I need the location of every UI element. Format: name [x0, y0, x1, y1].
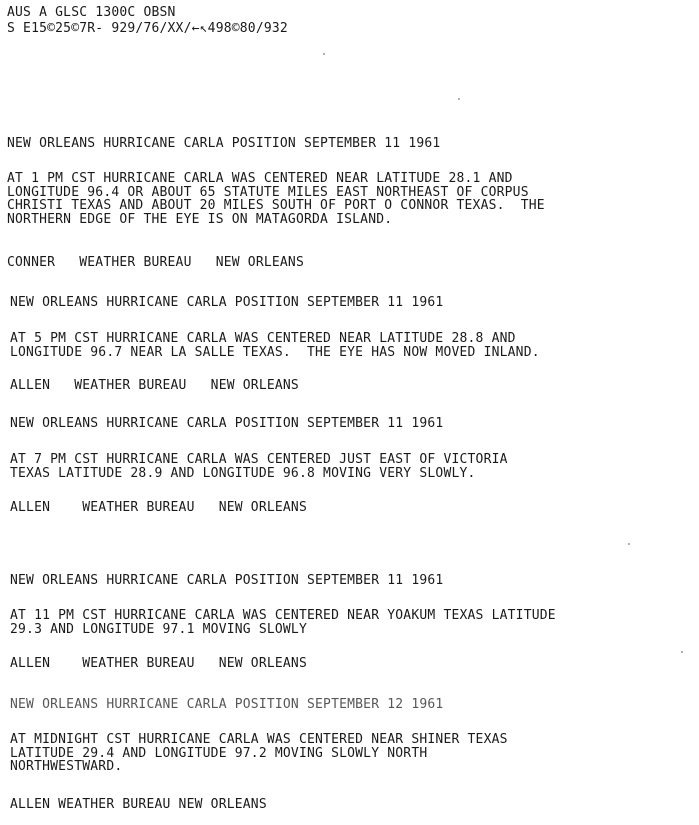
bulletin-1-signature: CONNER WEATHER BUREAU NEW ORLEANS [7, 255, 304, 270]
scan-speck [458, 98, 460, 100]
scan-speck [323, 53, 325, 55]
bulletin-1-heading: NEW ORLEANS HURRICANE CARLA POSITION SEPTEMBER 11 1961 [7, 136, 441, 151]
bulletin-5-body: AT MIDNIGHT CST HURRICANE CARLA WAS CENTERED NEAR SHINER TEXAS LATITUDE 29.4 AND LONGITUDE 97.2 MOVING SLOWLY NORTH NORTHWESTWARD. [10, 732, 508, 774]
scan-speck [628, 543, 630, 545]
bulletin-5-signature: ALLEN WEATHER BUREAU NEW ORLEANS [10, 797, 267, 812]
bulletin-3-signature: ALLEN WEATHER BUREAU NEW ORLEANS [10, 500, 307, 515]
header-line-2: S E15©25©7R- 929/76/XX/←↖498©80/932 [7, 21, 288, 36]
bulletin-4-body: AT 11 PM CST HURRICANE CARLA WAS CENTERED NEAR YOAKUM TEXAS LATITUDE 29.3 AND LONGITUDE 97.1 MOVING SLOWLY [10, 608, 556, 637]
bulletin-1-body: AT 1 PM CST HURRICANE CARLA WAS CENTERED NEAR LATITUDE 28.1 AND LONGITUDE 96.4 OR ABOUT 65 STATUTE MILES EAST NORTHEAST OF CORPUS CHRISTI TEXAS AND ABOUT 20 MILES SOUTH OF PORT O CONNOR TEXAS. THE NORTHERN EDGE OF THE EYE IS ON MATAGORDA ISLAND. [7, 171, 545, 227]
bulletin-3-heading: NEW ORLEANS HURRICANE CARLA POSITION SEPTEMBER 11 1961 [10, 416, 444, 431]
bulletin-2-heading: NEW ORLEANS HURRICANE CARLA POSITION SEPTEMBER 11 1961 [10, 295, 444, 310]
header-line-1: AUS A GLSC 1300C OBSN [7, 5, 176, 20]
bulletin-5-heading: NEW ORLEANS HURRICANE CARLA POSITION SEPTEMBER 12 1961 [10, 697, 444, 712]
bulletin-3-body: AT 7 PM CST HURRICANE CARLA WAS CENTERED JUST EAST OF VICTORIA TEXAS LATITUDE 28.9 AND LONGITUDE 96.8 MOVING VERY SLOWLY. [10, 452, 508, 481]
bulletin-4-heading: NEW ORLEANS HURRICANE CARLA POSITION SEPTEMBER 11 1961 [10, 573, 444, 588]
bulletin-2-body: AT 5 PM CST HURRICANE CARLA WAS CENTERED NEAR LATITUDE 28.8 AND LONGITUDE 96.7 NEAR LA SALLE TEXAS. THE EYE HAS NOW MOVED INLAND. [10, 331, 540, 360]
scan-speck [681, 651, 683, 653]
bulletin-2-signature: ALLEN WEATHER BUREAU NEW ORLEANS [10, 378, 299, 393]
bulletin-4-signature: ALLEN WEATHER BUREAU NEW ORLEANS [10, 656, 307, 671]
